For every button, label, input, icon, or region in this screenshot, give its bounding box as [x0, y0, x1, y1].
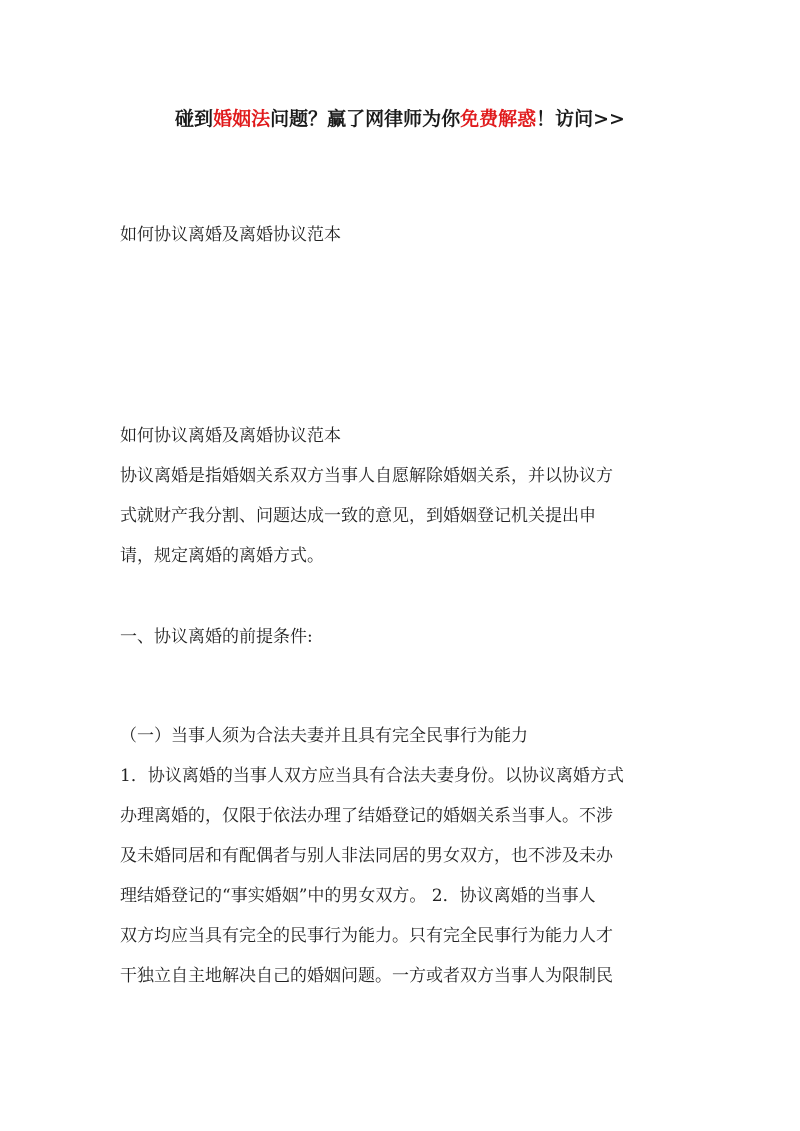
section-heading: 一、协议离婚的前提条件: [120, 627, 313, 647]
paragraph-line: 理结婚登记的“事实婚姻”中的男女双方。 2．协议离婚的当事人 [120, 886, 596, 906]
banner-keyword-marriage-law[interactable]: 婚姻法 [213, 108, 271, 130]
paragraph-line: 请，规定离婚的离婚方式。 [120, 546, 324, 566]
subsection-heading: （一）当事人须为合法夫妻并且具有完全民事行为能力 [120, 726, 528, 746]
banner-visit-link[interactable]: ！访问>> [536, 108, 625, 130]
paragraph-line: 1．协议离婚的当事人双方应当具有合法夫妻身份。以协议离婚方式 [120, 766, 624, 786]
intro-paragraph [120, 456, 680, 576]
paragraph-line: 办理离婚的，仅限于依法办理了结婚登记的婚姻关系当事人。不涉 [120, 806, 613, 826]
banner-text-1: 碰到 [175, 108, 214, 130]
body-title: 如何协议离婚及离婚协议范本 [120, 426, 341, 446]
paragraph-line: 及未婚同居和有配偶者与别人非法同居的男女双方，也不涉及未办 [120, 846, 613, 866]
document-title: 如何协议离婚及离婚协议范本 [120, 225, 341, 245]
paragraph-line: 干独立自主地解决自己的婚姻问题。一方或者双方当事人为限制民 [120, 966, 613, 986]
banner-keyword-free[interactable]: 免费解惑 [460, 108, 537, 130]
paragraph-line: 双方均应当具有完全的民事行为能力。只有完全民事行为能力人才 [120, 926, 613, 946]
ad-banner[interactable] [0, 104, 800, 131]
paragraph-line: 式就财产我分割、问题达成一致的意见，到婚姻登记机关提出申 [120, 506, 596, 526]
banner-text-2: 问题？赢了网律师为你 [270, 108, 461, 130]
paragraph-line: 协议离婚是指婚姻关系双方当事人自愿解除婚姻关系，并以协议方 [120, 466, 613, 486]
subsection-paragraph [120, 756, 685, 996]
